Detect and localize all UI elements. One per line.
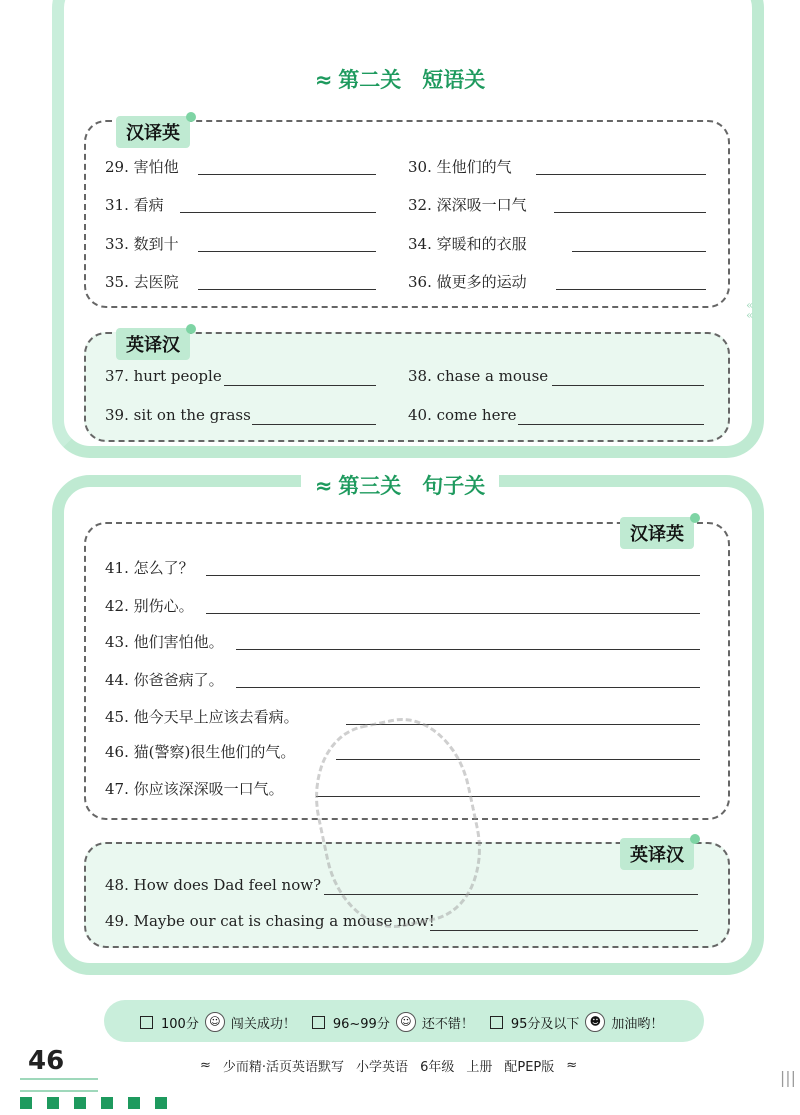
question-41: 41. 怎么了？	[105, 559, 194, 577]
book-grade: 6年级	[420, 1060, 455, 1075]
score-legend	[140, 1012, 680, 1032]
section-3-title	[0, 470, 800, 500]
phrase-e2c-tag: 英译汉	[116, 328, 190, 360]
question-31: 31. 看病	[105, 196, 164, 214]
answer-line-49[interactable]	[430, 930, 698, 931]
answer-line-32[interactable]	[554, 212, 706, 213]
answer-line-35[interactable]	[198, 289, 376, 290]
checkbox-100[interactable]	[140, 1016, 153, 1029]
question-39: 39. sit on the grass	[105, 406, 251, 424]
question-36: 36. 做更多的运动	[408, 273, 527, 291]
score-100: 100分	[161, 1016, 199, 1032]
side-ticks: « «	[746, 298, 754, 322]
footer-squares	[20, 1097, 167, 1109]
book-volume: 上册	[466, 1060, 493, 1075]
wave-icon: ≈	[314, 68, 333, 92]
answer-line-44[interactable]	[236, 687, 700, 688]
question-42: 42. 别伤心。	[105, 597, 194, 615]
section-2-title	[0, 64, 800, 94]
score-95-below-msg: 加油哟！	[611, 1016, 664, 1032]
wave-left-icon: ≈	[200, 1058, 211, 1073]
answer-line-30[interactable]	[536, 174, 706, 175]
score-96-99-msg: 还不错！	[421, 1016, 474, 1032]
page-number: 46	[28, 1046, 65, 1076]
phrase-c2e-tag: 汉译英	[116, 116, 190, 148]
question-45: 45. 他今天早上应该去看病。	[105, 708, 299, 726]
wave-right-icon: ≈	[566, 1058, 578, 1073]
question-32: 32. 深深吸一口气	[408, 196, 527, 214]
book-subject: 小学英语	[356, 1060, 409, 1075]
question-33: 33. 数到十	[105, 235, 179, 253]
book-title: 少而精·活页英语默写	[222, 1060, 345, 1075]
answer-line-38[interactable]	[552, 385, 704, 386]
question-49: 49. Maybe our cat is chasing a mouse now!	[105, 912, 435, 930]
wave-icon: ≈	[314, 474, 333, 498]
answer-line-43[interactable]	[236, 649, 700, 650]
cheer-face-icon: ☻	[585, 1012, 605, 1032]
answer-line-29[interactable]	[198, 174, 376, 175]
question-38: 38. chase a mouse	[408, 367, 549, 385]
answer-line-40[interactable]	[518, 424, 704, 425]
question-40: 40. come here	[408, 406, 517, 424]
question-47: 47. 你应该深深吸一口气。	[105, 780, 284, 798]
answer-line-36[interactable]	[556, 289, 706, 290]
answer-line-33[interactable]	[198, 251, 376, 252]
checkbox-95-below[interactable]	[490, 1016, 503, 1029]
answer-line-41[interactable]	[206, 575, 700, 576]
question-35: 35. 去医院	[105, 273, 179, 291]
question-43: 43. 他们害怕他。	[105, 633, 224, 651]
section-2-title-text: 第二关 短语关	[338, 68, 486, 92]
question-46: 46. 猫(警察)很生他们的气。	[105, 743, 296, 761]
score-100-msg: 闯关成功！	[230, 1016, 296, 1032]
smile-face-icon: ☺	[396, 1012, 416, 1032]
answer-line-39[interactable]	[252, 424, 376, 425]
score-96-99: 96~99分	[332, 1016, 390, 1032]
page-number-wave	[20, 1078, 98, 1092]
book-edition: 配PEP版	[504, 1060, 555, 1075]
section-3-title-text: 第三关 句子关	[338, 474, 486, 498]
checkbox-96-99[interactable]	[312, 1016, 325, 1029]
question-29: 29. 害怕他	[105, 158, 179, 176]
phrase-c2e-box	[84, 120, 730, 308]
sentence-e2c-tag: 英译汉	[620, 838, 694, 870]
score-95-below: 95分及以下	[510, 1016, 580, 1032]
sentence-c2e-tag: 汉译英	[620, 517, 694, 549]
answer-line-31[interactable]	[180, 212, 376, 213]
question-34: 34. 穿暖和的衣服	[408, 235, 527, 253]
answer-line-34[interactable]	[572, 251, 706, 252]
question-37: 37. hurt people	[105, 367, 222, 385]
question-30: 30. 生他们的气	[408, 158, 512, 176]
answer-line-42[interactable]	[206, 613, 700, 614]
answer-line-37[interactable]	[224, 385, 376, 386]
question-44: 44. 你爸爸病了。	[105, 671, 224, 689]
edge-marks: |||	[779, 1068, 796, 1087]
question-48: 48. How does Dad feel now?	[105, 876, 322, 894]
happy-face-icon: ☺	[205, 1012, 225, 1032]
book-info	[200, 1056, 630, 1075]
